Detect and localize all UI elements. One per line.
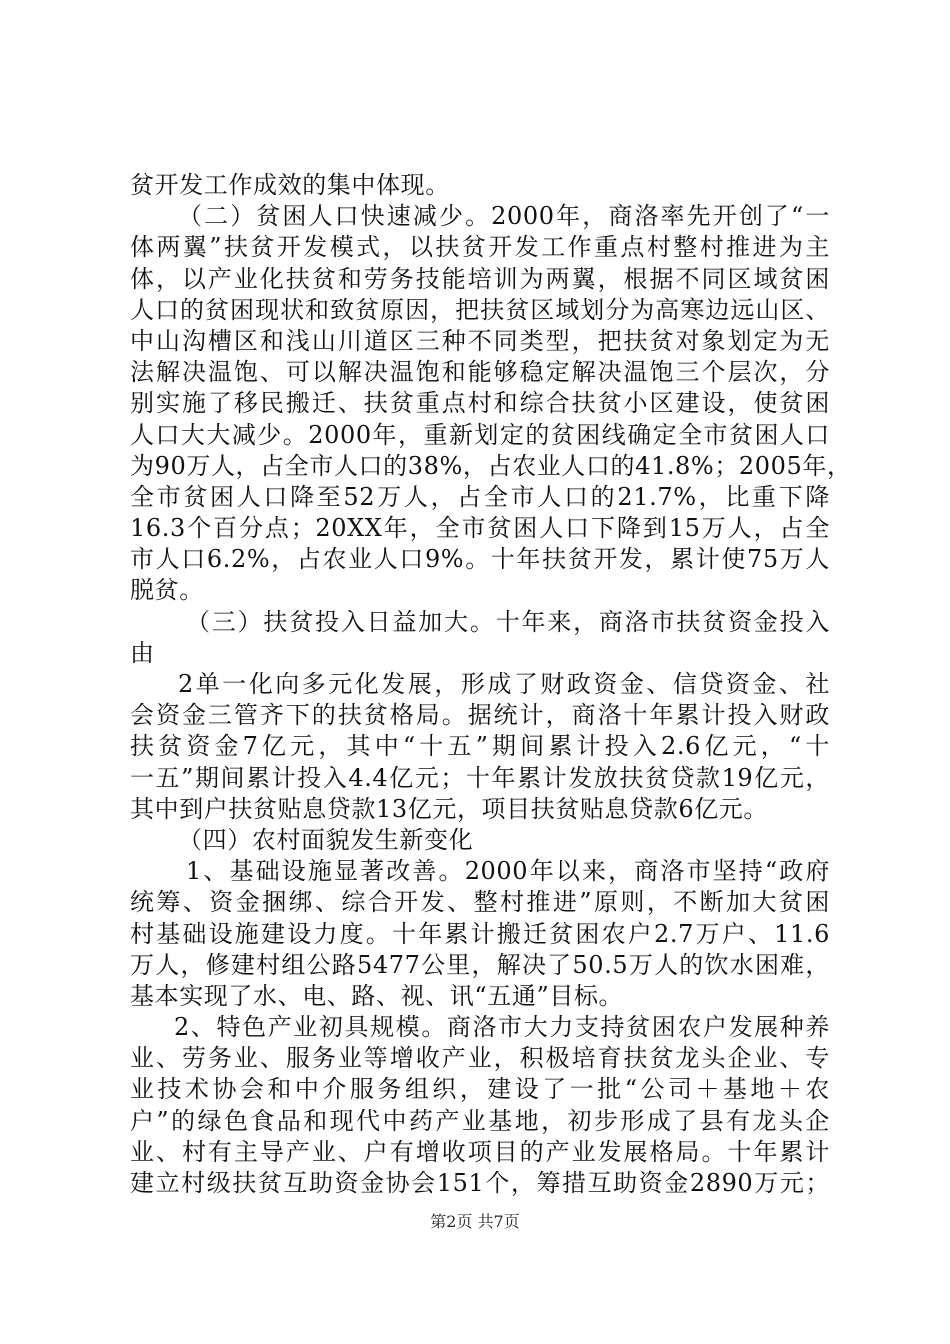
text-line: 法解决温饱、可以解决温饱和能够稳定解决温饱三个层次，分	[130, 358, 830, 387]
text-line: （四）农村面貌发生新变化	[178, 825, 474, 854]
text-line: 一五”期间累计投入4.4亿元；十年累计发放扶贫贷款19亿元，	[130, 763, 830, 792]
text-line: 体，以产业化扶贫和劳务技能培训为两翼，根据不同区域贫困	[130, 264, 830, 293]
text-line: 基本实现了水、电、路、视、讯“五通”目标。	[130, 981, 624, 1010]
text-line: 村基础设施建设力度。十年累计搬迁贫困农户2.7万户、11.6	[130, 919, 830, 948]
text-line: 人口的贫困现状和致贫原因，把扶贫区域划分为高寒边远山区、	[130, 295, 830, 324]
text-line: 建立村级扶贫互助资金协会151个，筹措互助资金2890万元；	[130, 1169, 830, 1197]
text-line: 扶贫资金7亿元，其中“十五”期间累计投入2.6亿元，“十	[130, 732, 830, 761]
text-line: 户”的绿色食品和现代中药产业基地，初步形成了县有龙头企	[130, 1106, 830, 1135]
text-line: 1、基础设施显著改善。2000年以来，商洛市坚持“政府	[186, 857, 830, 886]
text-line: 万人，修建村组公路5477公里，解决了50.5万人的饮水困难，	[130, 950, 830, 979]
text-line: 其中到户扶贫贴息贷款13亿元，项目扶贫贴息贷款6亿元。	[130, 794, 769, 823]
text-line: 统筹、资金捆绑、综合开发、整村推进”原则，不断加大贫困	[130, 888, 830, 917]
text-line: 16.3个百分点；20XX年，全市贫困人口下降到15万人，占全	[130, 514, 830, 543]
text-line: 脱贫。	[130, 576, 204, 605]
text-line: 业技术协会和中介服务组织，建设了一批“公司＋基地＋农	[130, 1075, 830, 1104]
text-line: 为90万人，占全市人口的38%，占农业人口的41.8%；2005年，	[130, 451, 852, 480]
page-footer: 第2页 共7页	[430, 1212, 520, 1231]
document-body	[130, 170, 852, 1199]
text-line: （三）扶贫投入日益加大。十年来，商洛市扶贫资金投入	[186, 607, 830, 636]
text-line: 由	[130, 638, 155, 667]
text-line: 业、劳务业、服务业等增收产业，积极培育扶贫龙头企业、专	[130, 1044, 830, 1073]
text-line: 别实施了移民搬迁、扶贫重点村和综合扶贫小区建设，使贫困	[130, 389, 830, 418]
text-line: 2单一化向多元化发展，形成了财政资金、信贷资金、社	[178, 670, 830, 698]
text-line: 2、特色产业初具规模。商洛市大力支持贫困农户发展种养	[174, 1013, 830, 1042]
text-line: 中山沟槽区和浅山川道区三种不同类型，把扶贫对象划定为无	[130, 326, 830, 355]
text-line: 全市贫困人口降至52万人，占全市人口的21.7%，比重下降	[130, 482, 830, 511]
text-line: 人口大大减少。2000年，重新划定的贫困线确定全市贫困人口	[130, 420, 830, 449]
text-line: 贫开发工作成效的集中体现。	[130, 171, 450, 199]
text-line: 市人口6.2%，占农业人口9%。十年扶贫开发，累计使75万人	[130, 545, 830, 574]
text-line: 业、村有主导产业、户有增收项目的产业发展格局。十年累计	[130, 1137, 830, 1166]
text-line: 会资金三管齐下的扶贫格局。据统计，商洛十年累计投入财政	[130, 701, 830, 730]
text-line: 体两翼”扶贫开发模式，以扶贫开发工作重点村整村推进为主	[130, 233, 830, 262]
text-line: （二）贫困人口快速减少。2000年，商洛率先开创了“一	[178, 202, 830, 231]
